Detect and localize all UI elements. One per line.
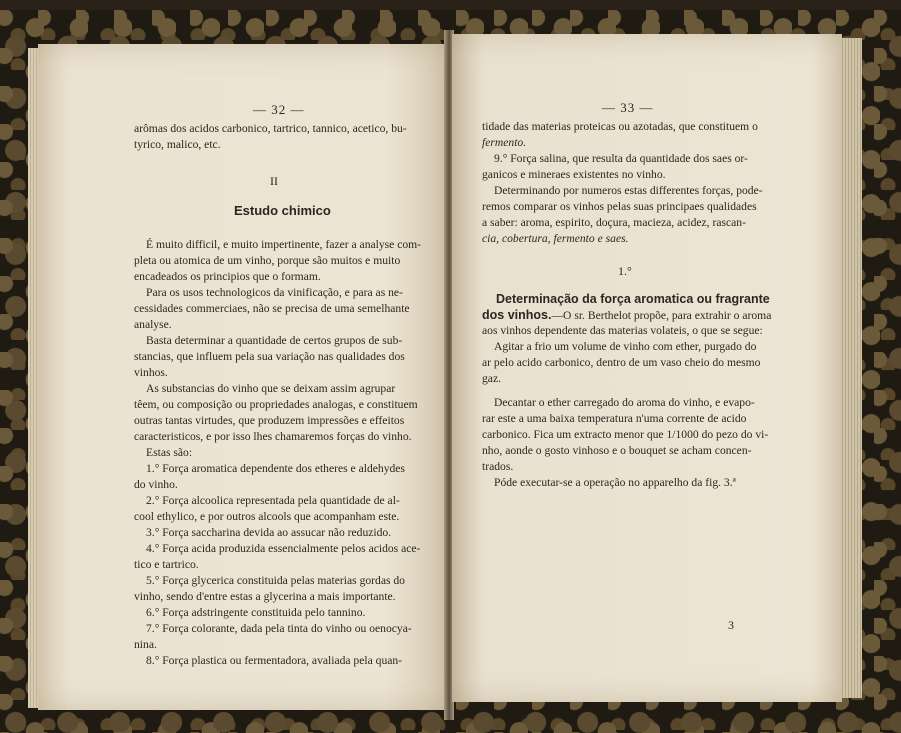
- text-line: 1.° Força aromatica dependente dos etheres e aldehydes: [146, 462, 405, 475]
- text-line: cia, cobertura, fermento e saes.: [482, 232, 629, 245]
- text-line: arômas dos acidos carbonico, tartrico, tannico, acetico, bu-: [134, 122, 407, 135]
- page-number: — 32 —: [253, 102, 305, 117]
- text-line: do vinho.: [134, 478, 178, 491]
- text-line: nho, aonde o gosto vinhoso e o bouquet se acham concen-: [482, 444, 752, 457]
- text-line: caracteristicos, e por isso lhes chamaremos forças do vinho.: [134, 430, 412, 443]
- page-number: — 33 —: [602, 100, 654, 115]
- left-page: [38, 44, 446, 710]
- text-line: ar pelo acido carbonico, dentro de um vaso cheio do mesmo: [482, 356, 761, 369]
- text-line: Decantar o ether carregado do aroma do vinho, e evapo-: [494, 396, 755, 409]
- text-line: cessidades commerciaes, não se precisa de uma semelhante: [134, 302, 410, 315]
- text-line: encadeados os principios que o formam.: [134, 270, 321, 283]
- text-line: analyse.: [134, 318, 172, 331]
- text-line: tico e tartrico.: [134, 558, 199, 571]
- text-line: cool ethylico, e por outros alcools que acompanham este.: [134, 510, 400, 523]
- text-line: 7.° Força colorante, dada pela tinta do vinho ou oenocya-: [146, 622, 412, 635]
- text-line: 6.° Força adstringente constituida pelo tannino.: [146, 606, 366, 619]
- text-line: As substancias do vinho que se deixam assim agrupar: [146, 382, 396, 395]
- text-line: 9.° Força salina, que resulta da quantidade dos saes or-: [494, 152, 748, 165]
- text-line: Agitar a frio um volume de vinho com ether, purgado do: [494, 340, 757, 353]
- section-number: II: [270, 174, 278, 188]
- text-line: 2.° Força alcoolica representada pela quantidade de al-: [146, 494, 400, 507]
- text-line: 3.° Força saccharina devida ao assucar não reduzido.: [146, 526, 392, 539]
- text-line: Estas são:: [146, 446, 193, 459]
- section-heading: Determinação da força aromatica ou fragrante: [496, 292, 770, 306]
- section-number: 1.°: [618, 264, 632, 278]
- text-line: gaz.: [482, 372, 501, 385]
- section-heading-line2: [482, 308, 771, 323]
- text-line: 5.° Força glycerica constituida pelas materias gordas do: [146, 574, 405, 587]
- text-line: nina.: [134, 638, 157, 651]
- text-line: Póde executar-se a operação no apparelho da fig. 3.ª: [494, 476, 736, 489]
- text-line: stancias, que influem pela sua variação nas qualidades dos: [134, 350, 405, 363]
- text-line: tidade das materias proteicas ou azotadas, que constituem o: [482, 120, 758, 133]
- text-line: trados.: [482, 460, 514, 473]
- text-line: fermento.: [482, 136, 527, 149]
- text-line: carbonico. Fica um extracto menor que 1/1000 do pezo do vi-: [482, 428, 769, 441]
- text-line: vinhos.: [134, 366, 168, 379]
- text-line: Basta determinar a quantidade de certos grupos de sub-: [146, 334, 403, 347]
- text-line: rar este a uma baixa temperatura n'uma corrente de acido: [482, 412, 747, 425]
- section-title: Estudo chimico: [234, 203, 331, 218]
- text-line: outras tantas virtudes, que produzem impressões e effeitos: [134, 414, 405, 427]
- section-heading-bold: dos vinhos.: [482, 308, 552, 322]
- text-line: a saber: aroma, espirito, doçura, macieza, acidez, rascan-: [482, 216, 746, 229]
- text-line: pleta ou atomica de um vinho, porque são muitos e muito: [134, 254, 401, 267]
- text-line: têem, ou composição ou propriedades analogas, e constituem: [134, 398, 418, 411]
- page-edges-right: [840, 38, 862, 698]
- section-heading-text: —O sr. Berthelot propõe, para extrahir o aroma: [551, 309, 772, 322]
- text-line: Para os usos technologicos da vinificação, e para as ne-: [146, 286, 403, 299]
- text-line: É muito difficil, e muito impertinente, fazer a analyse com-: [146, 238, 422, 251]
- text-line: tyrico, malico, etc.: [134, 138, 221, 151]
- text-line: 8.° Força plastica ou fermentadora, avaliada pela quan-: [146, 654, 403, 667]
- text-line: aos vinhos dependente das materias volateis, o que se segue:: [482, 324, 763, 337]
- text-line: Determinando por numeros estas differentes forças, pode-: [494, 184, 763, 197]
- text-line: 4.° Força acida produzida essencialmente pelos acidos ace-: [146, 542, 421, 555]
- text-line: remos comparar os vinhos pelas suas principaes qualidades: [482, 200, 757, 213]
- text-line: ganicos e mineraes existentes no vinho.: [482, 168, 666, 181]
- right-page: [452, 34, 842, 702]
- signature-mark: 3: [728, 618, 734, 632]
- text-line: vinho, sendo d'entre estas a glycerina a mais importante.: [134, 590, 396, 603]
